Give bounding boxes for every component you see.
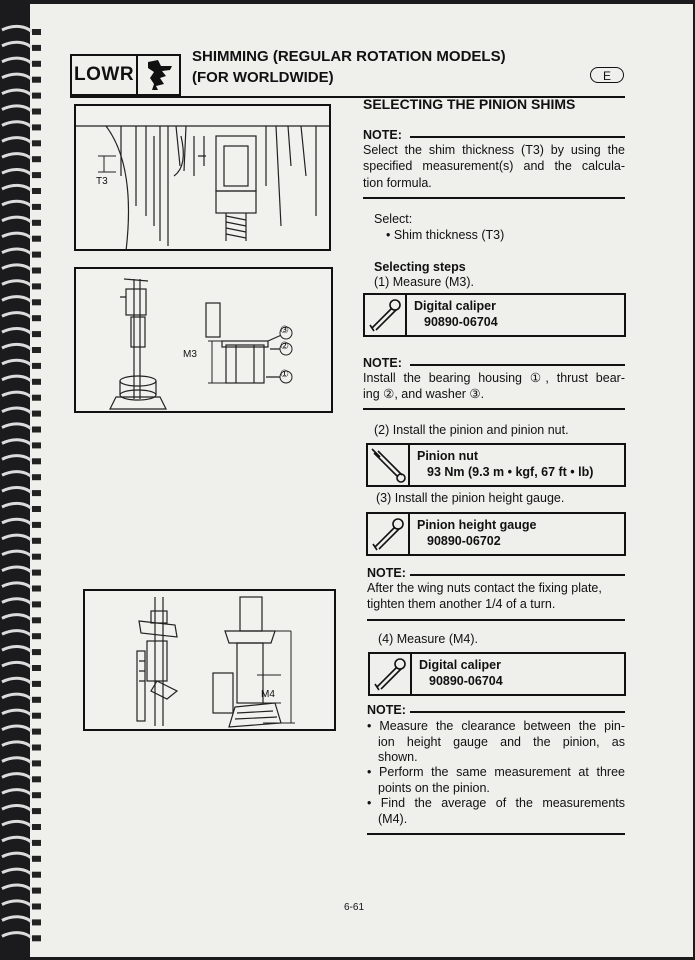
caliper-m3-drawing bbox=[76, 269, 333, 413]
binding-ring bbox=[2, 710, 32, 716]
binding-ring bbox=[2, 821, 32, 827]
note2-label: NOTE: bbox=[363, 356, 402, 370]
binding-hole bbox=[32, 904, 41, 910]
note3-line1: After the wing nuts contact the fixing plate, bbox=[367, 581, 602, 595]
section-code: LOWR bbox=[74, 64, 135, 85]
step-1: (1) Measure (M3). bbox=[374, 275, 475, 289]
binding-ring bbox=[2, 201, 32, 207]
binding-ring bbox=[2, 185, 32, 191]
binding-ring bbox=[2, 487, 32, 493]
binding-hole bbox=[32, 363, 41, 369]
note4-line2: ion height gauge and the pinion, as bbox=[378, 735, 625, 749]
binding-hole bbox=[32, 347, 41, 353]
binding-hole bbox=[32, 411, 41, 417]
binding-hole bbox=[32, 681, 41, 687]
note2-line1: Install the bearing housing ①, thrust bear- bbox=[363, 371, 625, 385]
callout-thrust-bearing: ② bbox=[280, 341, 289, 352]
binding-hole bbox=[32, 29, 41, 35]
gearcase-section-drawing bbox=[76, 106, 331, 251]
binding-ring bbox=[2, 615, 32, 621]
binding-ring bbox=[2, 424, 32, 430]
note3-line2: tighten them another 1/4 of a turn. bbox=[367, 597, 556, 611]
binding-hole bbox=[32, 522, 41, 528]
binding-ring bbox=[2, 869, 32, 875]
binding-hole bbox=[32, 124, 41, 130]
binding-ring bbox=[2, 837, 32, 843]
binding-ring bbox=[2, 758, 32, 764]
binding-hole bbox=[32, 220, 41, 226]
binding-hole bbox=[32, 649, 41, 655]
tool-icon bbox=[365, 295, 405, 335]
binding-ring bbox=[2, 917, 32, 923]
binding-hole bbox=[32, 935, 41, 941]
note4-line6: • Find the average of the measurements bbox=[367, 796, 625, 810]
binding-ring bbox=[2, 662, 32, 668]
binding-hole bbox=[32, 776, 41, 782]
binding-hole bbox=[32, 856, 41, 862]
binding-hole bbox=[32, 283, 41, 289]
binding-ring bbox=[2, 233, 32, 239]
lower-unit-icon bbox=[142, 58, 178, 92]
binding-ring bbox=[2, 901, 32, 907]
binding-ring bbox=[2, 360, 32, 366]
tool2-name: Pinion height gauge bbox=[417, 518, 537, 532]
binding-hole bbox=[32, 45, 41, 51]
tool3-code: 90890-06704 bbox=[429, 674, 503, 688]
binding-hole bbox=[32, 379, 41, 385]
note1-line2: specified measurement(s) and the calcula- bbox=[363, 159, 625, 173]
binding-hole bbox=[32, 172, 41, 178]
binding-hole bbox=[32, 188, 41, 194]
binding-ring bbox=[2, 344, 32, 350]
note3-label: NOTE: bbox=[367, 566, 406, 580]
binding-ring bbox=[2, 392, 32, 398]
binding-hole bbox=[32, 442, 41, 448]
label-t3: T3 bbox=[96, 176, 108, 187]
binding-hole bbox=[32, 601, 41, 607]
tool-icon bbox=[368, 514, 408, 554]
binding-hole bbox=[32, 395, 41, 401]
binding-hole bbox=[32, 331, 41, 337]
binding-ring bbox=[2, 265, 32, 271]
binding-hole bbox=[32, 61, 41, 67]
binding-hole bbox=[32, 156, 41, 162]
binding-ring bbox=[2, 472, 32, 478]
callout-bearing-housing: ① bbox=[280, 369, 289, 380]
label-m3: M3 bbox=[183, 349, 197, 360]
binding-hole bbox=[32, 729, 41, 735]
binding-ring bbox=[2, 535, 32, 541]
binding-hole bbox=[32, 506, 41, 512]
binding-hole bbox=[32, 299, 41, 305]
binding-ring bbox=[2, 281, 32, 287]
binding-hole bbox=[32, 840, 41, 846]
binding-hole bbox=[32, 554, 41, 560]
binding-hole bbox=[32, 268, 41, 274]
step-4: (4) Measure (M4). bbox=[378, 632, 479, 646]
callout-washer: ③ bbox=[280, 325, 289, 336]
binding-hole bbox=[32, 872, 41, 878]
binding-hole bbox=[32, 824, 41, 830]
binding-hole bbox=[32, 252, 41, 258]
binding-hole bbox=[32, 792, 41, 798]
spiral-binding bbox=[0, 20, 44, 950]
binding-ring bbox=[2, 551, 32, 557]
binding-hole bbox=[32, 808, 41, 814]
tool1-name: Digital caliper bbox=[414, 299, 496, 313]
binding-ring bbox=[2, 885, 32, 891]
label-m4: M4 bbox=[261, 689, 275, 700]
torque-wrench-icon bbox=[368, 445, 408, 485]
note2-line2: ing ②, and washer ③. bbox=[363, 387, 485, 401]
page-title-line1: SHIMMING (REGULAR ROTATION MODELS) bbox=[192, 48, 506, 65]
binding-ring bbox=[2, 599, 32, 605]
binding-ring bbox=[2, 646, 32, 652]
binding-ring bbox=[2, 154, 32, 160]
binding-ring bbox=[2, 74, 32, 80]
binding-ring bbox=[2, 853, 32, 859]
binding-ring bbox=[2, 122, 32, 128]
tool-icon bbox=[370, 654, 410, 694]
torque-name: Pinion nut bbox=[417, 449, 479, 463]
binding-ring bbox=[2, 519, 32, 525]
note4-label: NOTE: bbox=[367, 703, 406, 717]
binding-hole bbox=[32, 697, 41, 703]
binding-hole bbox=[32, 93, 41, 99]
binding-ring bbox=[2, 313, 32, 319]
binding-ring bbox=[2, 90, 32, 96]
binding-hole bbox=[32, 474, 41, 480]
binding-ring bbox=[2, 58, 32, 64]
select-label: Select: bbox=[374, 212, 413, 226]
binding-hole bbox=[32, 745, 41, 751]
binding-ring bbox=[2, 678, 32, 684]
tool1-code: 90890-06704 bbox=[424, 315, 498, 329]
binding-hole bbox=[32, 490, 41, 496]
binding-ring bbox=[2, 106, 32, 112]
binding-ring bbox=[2, 328, 32, 334]
binding-hole bbox=[32, 204, 41, 210]
binding-ring bbox=[2, 583, 32, 589]
binding-ring bbox=[2, 217, 32, 223]
note4-line5: points on the pinion. bbox=[378, 781, 490, 795]
binding-ring bbox=[2, 26, 32, 32]
binding-hole bbox=[32, 919, 41, 925]
binding-hole bbox=[32, 713, 41, 719]
note1-line3: tion formula. bbox=[363, 176, 432, 190]
binding-ring bbox=[2, 169, 32, 175]
binding-hole bbox=[32, 586, 41, 592]
binding-ring bbox=[2, 631, 32, 637]
figure-measure-m3 bbox=[74, 267, 333, 413]
binding-hole bbox=[32, 427, 41, 433]
tool3-name: Digital caliper bbox=[419, 658, 501, 672]
binding-ring bbox=[2, 503, 32, 509]
binding-hole bbox=[32, 760, 41, 766]
binding-hole bbox=[32, 633, 41, 639]
binding-hole bbox=[32, 458, 41, 464]
binding-ring bbox=[2, 42, 32, 48]
note4-line4: • Perform the same measurement at three bbox=[367, 765, 625, 779]
binding-ring bbox=[2, 456, 32, 462]
binding-ring bbox=[2, 297, 32, 303]
note4-line7: (M4). bbox=[378, 812, 408, 826]
binding-hole bbox=[32, 236, 41, 242]
binding-hole bbox=[32, 570, 41, 576]
binding-ring bbox=[2, 249, 32, 255]
figure-measure-m4 bbox=[83, 589, 336, 731]
torque-box-pinion-nut bbox=[366, 443, 626, 487]
binding-ring bbox=[2, 790, 32, 796]
step-2: (2) Install the pinion and pinion nut. bbox=[374, 423, 569, 437]
figure-shim-t3 bbox=[74, 104, 331, 251]
binding-ring bbox=[2, 376, 32, 382]
note4-line1: • Measure the clearance between the pin- bbox=[367, 719, 625, 733]
tool-box-digital-caliper-1 bbox=[363, 293, 626, 337]
note1-label: NOTE: bbox=[363, 128, 402, 142]
binding-hole bbox=[32, 315, 41, 321]
binding-ring bbox=[2, 694, 32, 700]
binding-hole bbox=[32, 140, 41, 146]
binding-hole bbox=[32, 538, 41, 544]
binding-ring bbox=[2, 440, 32, 446]
page-title-line2: (FOR WORLDWIDE) bbox=[192, 69, 334, 86]
section-tag bbox=[70, 54, 181, 96]
page-number: 6-61 bbox=[344, 902, 365, 913]
binding-hole bbox=[32, 109, 41, 115]
binding-ring bbox=[2, 774, 32, 780]
binding-ring bbox=[2, 567, 32, 573]
pinion-gauge-drawing bbox=[85, 591, 336, 731]
tool-box-pinion-height-gauge bbox=[366, 512, 626, 556]
note4-line3: shown. bbox=[378, 750, 418, 764]
note1-line1: Select the shim thickness (T3) by using the bbox=[363, 143, 625, 157]
binding-hole bbox=[32, 617, 41, 623]
steps-heading: Selecting steps bbox=[374, 260, 466, 274]
binding-ring bbox=[2, 726, 32, 732]
binding-hole bbox=[32, 888, 41, 894]
torque-value: 93 Nm (9.3 m • kgf, 67 ft • lb) bbox=[427, 465, 594, 479]
tool2-code: 90890-06702 bbox=[427, 534, 501, 548]
select-item: • Shim thickness (T3) bbox=[386, 228, 505, 242]
step-3: (3) Install the pinion height gauge. bbox=[376, 491, 565, 505]
binding-ring bbox=[2, 138, 32, 144]
binding-hole bbox=[32, 665, 41, 671]
binding-hole bbox=[32, 77, 41, 83]
language-badge: E bbox=[590, 67, 624, 83]
tool-box-digital-caliper-2 bbox=[368, 652, 626, 696]
binding-ring bbox=[2, 805, 32, 811]
section-title: SELECTING THE PINION SHIMS bbox=[363, 96, 576, 112]
binding-ring bbox=[2, 742, 32, 748]
binding-ring bbox=[2, 408, 32, 414]
binding-ring bbox=[2, 933, 32, 939]
